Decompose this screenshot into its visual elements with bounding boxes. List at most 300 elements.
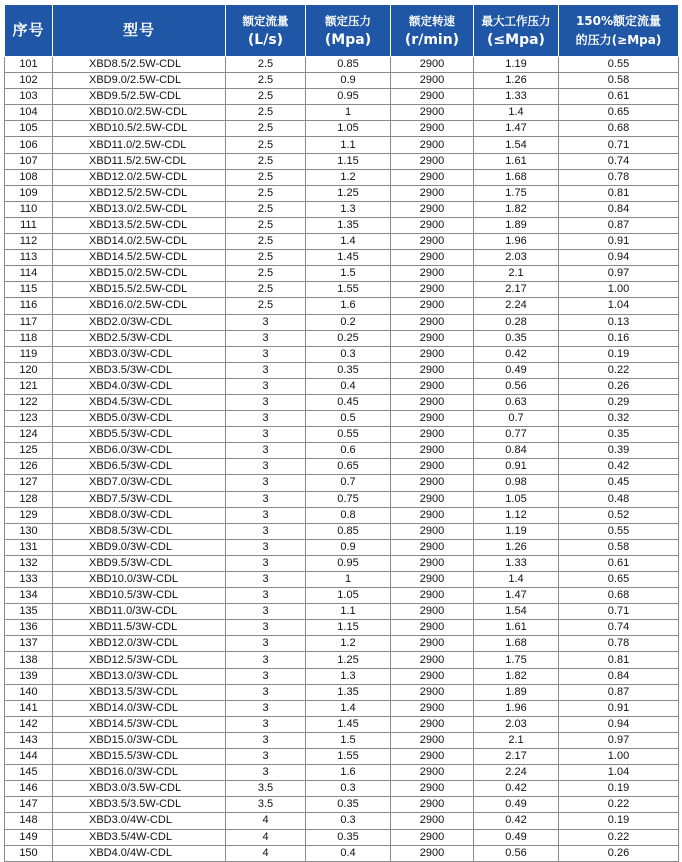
pressure-150-cell: 0.42 — [559, 459, 679, 475]
max-pressure-cell: 2.24 — [474, 298, 559, 314]
max-pressure-cell: 0.42 — [474, 813, 559, 829]
table-row — [5, 716, 679, 732]
pressure-150-cell: 0.65 — [559, 105, 679, 121]
max-pressure-cell: 1.75 — [474, 652, 559, 668]
pressure-150-cell: 0.39 — [559, 443, 679, 459]
table-row — [5, 282, 679, 298]
flow-cell: 3 — [226, 765, 306, 781]
pressure-150-cell: 0.22 — [559, 797, 679, 813]
pressure-cell: 1.1 — [306, 137, 391, 153]
speed-cell: 2900 — [391, 491, 474, 507]
max-pressure-cell: 2.17 — [474, 282, 559, 298]
flow-cell: 2.5 — [226, 217, 306, 233]
table-row — [5, 411, 679, 427]
flow-cell: 2.5 — [226, 250, 306, 266]
pressure-cell: 1.6 — [306, 298, 391, 314]
table-row — [5, 732, 679, 748]
table-row — [5, 266, 679, 282]
seq-cell: 129 — [5, 507, 53, 523]
model-cell: XBD6.0/3W-CDL — [53, 443, 226, 459]
model-cell: XBD14.0/2.5W-CDL — [53, 234, 226, 250]
max-pressure-cell: 2.1 — [474, 266, 559, 282]
pressure-150-cell: 0.16 — [559, 330, 679, 346]
max-pressure-cell: 2.1 — [474, 732, 559, 748]
seq-cell: 106 — [5, 137, 53, 153]
header-rated-speed-label: 额定转速 — [409, 13, 455, 28]
header-150-pressure-label: 150%额定流量 — [575, 13, 662, 28]
pressure-150-cell: 0.81 — [559, 652, 679, 668]
pressure-150-cell: 0.61 — [559, 89, 679, 105]
table-row — [5, 845, 679, 861]
max-pressure-cell: 0.63 — [474, 394, 559, 410]
table-row — [5, 797, 679, 813]
model-cell: XBD11.0/2.5W-CDL — [53, 137, 226, 153]
header-max-pressure-label: 最大工作压力 — [481, 13, 551, 28]
pressure-cell: 1.4 — [306, 234, 391, 250]
pressure-cell: 1.25 — [306, 185, 391, 201]
seq-cell: 141 — [5, 700, 53, 716]
header-rated-speed-unit: (r/min) — [404, 31, 460, 48]
flow-cell: 2.5 — [226, 298, 306, 314]
flow-cell: 3 — [226, 507, 306, 523]
flow-cell: 3 — [226, 555, 306, 571]
model-cell: XBD14.5/2.5W-CDL — [53, 250, 226, 266]
pressure-cell: 0.45 — [306, 394, 391, 410]
speed-cell: 2900 — [391, 169, 474, 185]
table-row — [5, 781, 679, 797]
flow-cell: 4 — [226, 813, 306, 829]
table-row — [5, 250, 679, 266]
pressure-150-cell: 0.74 — [559, 153, 679, 169]
seq-cell: 103 — [5, 89, 53, 105]
flow-cell: 2.5 — [226, 121, 306, 137]
flow-cell: 3 — [226, 668, 306, 684]
flow-cell: 3 — [226, 411, 306, 427]
pressure-cell: 1.3 — [306, 668, 391, 684]
max-pressure-cell: 2.17 — [474, 749, 559, 765]
model-cell: XBD2.0/3W-CDL — [53, 314, 226, 330]
pressure-150-cell: 0.84 — [559, 668, 679, 684]
max-pressure-cell: 0.98 — [474, 475, 559, 491]
header-rated-flow-label: 额定流量 — [242, 13, 289, 28]
speed-cell: 2900 — [391, 652, 474, 668]
seq-cell: 108 — [5, 169, 53, 185]
max-pressure-cell: 2.24 — [474, 765, 559, 781]
flow-cell: 3 — [226, 636, 306, 652]
flow-cell: 2.5 — [226, 73, 306, 89]
seq-cell: 102 — [5, 73, 53, 89]
flow-cell: 2.5 — [226, 137, 306, 153]
table-body — [5, 57, 679, 862]
model-cell: XBD16.0/2.5W-CDL — [53, 298, 226, 314]
max-pressure-cell: 1.61 — [474, 153, 559, 169]
pressure-150-cell: 0.26 — [559, 378, 679, 394]
flow-cell: 3 — [226, 700, 306, 716]
seq-cell: 118 — [5, 330, 53, 346]
pressure-150-cell: 0.71 — [559, 137, 679, 153]
flow-cell: 3 — [226, 572, 306, 588]
flow-cell: 3 — [226, 314, 306, 330]
model-cell: XBD6.5/3W-CDL — [53, 459, 226, 475]
pressure-cell: 1.35 — [306, 217, 391, 233]
speed-cell: 2900 — [391, 89, 474, 105]
flow-cell: 3 — [226, 491, 306, 507]
seq-cell: 123 — [5, 411, 53, 427]
pressure-cell: 0.3 — [306, 781, 391, 797]
pressure-cell: 0.6 — [306, 443, 391, 459]
seq-cell: 139 — [5, 668, 53, 684]
seq-cell: 109 — [5, 185, 53, 201]
speed-cell: 2900 — [391, 362, 474, 378]
max-pressure-cell: 2.03 — [474, 716, 559, 732]
pressure-cell: 1.1 — [306, 604, 391, 620]
pressure-150-cell: 0.45 — [559, 475, 679, 491]
table-row — [5, 539, 679, 555]
speed-cell: 2900 — [391, 700, 474, 716]
pressure-150-cell: 0.68 — [559, 588, 679, 604]
pressure-150-cell: 0.19 — [559, 346, 679, 362]
seq-cell: 114 — [5, 266, 53, 282]
pump-spec-table-container — [4, 4, 678, 862]
table-row — [5, 829, 679, 845]
speed-cell: 2900 — [391, 298, 474, 314]
speed-cell: 2900 — [391, 411, 474, 427]
model-cell: XBD3.5/3.5W-CDL — [53, 797, 226, 813]
max-pressure-cell: 1.96 — [474, 700, 559, 716]
pressure-150-cell: 0.78 — [559, 169, 679, 185]
flow-cell: 3 — [226, 588, 306, 604]
table-row — [5, 169, 679, 185]
pressure-150-cell: 0.78 — [559, 636, 679, 652]
table-row — [5, 298, 679, 314]
seq-cell: 138 — [5, 652, 53, 668]
seq-cell: 149 — [5, 829, 53, 845]
model-cell: XBD13.5/3W-CDL — [53, 684, 226, 700]
max-pressure-cell: 1.47 — [474, 588, 559, 604]
flow-cell: 3 — [226, 362, 306, 378]
flow-cell: 2.5 — [226, 266, 306, 282]
table-row — [5, 394, 679, 410]
max-pressure-cell: 0.35 — [474, 330, 559, 346]
speed-cell: 2900 — [391, 330, 474, 346]
table-row — [5, 234, 679, 250]
table-row — [5, 378, 679, 394]
speed-cell: 2900 — [391, 427, 474, 443]
speed-cell: 2900 — [391, 668, 474, 684]
pressure-cell: 0.5 — [306, 411, 391, 427]
speed-cell: 2900 — [391, 797, 474, 813]
model-cell: XBD3.0/4W-CDL — [53, 813, 226, 829]
pressure-150-cell: 0.19 — [559, 781, 679, 797]
table-row — [5, 89, 679, 105]
table-row — [5, 668, 679, 684]
pressure-cell: 0.3 — [306, 813, 391, 829]
seq-cell: 115 — [5, 282, 53, 298]
table-row — [5, 523, 679, 539]
model-cell: XBD4.5/3W-CDL — [53, 394, 226, 410]
pressure-cell: 1.2 — [306, 169, 391, 185]
pressure-cell: 1.05 — [306, 121, 391, 137]
pressure-cell: 1 — [306, 105, 391, 121]
max-pressure-cell: 1.54 — [474, 604, 559, 620]
pressure-cell: 1.45 — [306, 250, 391, 266]
speed-cell: 2900 — [391, 765, 474, 781]
model-cell: XBD14.0/3W-CDL — [53, 700, 226, 716]
seq-cell: 122 — [5, 394, 53, 410]
flow-cell: 2.5 — [226, 57, 306, 73]
pressure-cell: 0.7 — [306, 475, 391, 491]
header-rated-flow-unit: (L/s) — [247, 31, 284, 48]
header-rated-pressure-label: 额定压力 — [325, 13, 371, 28]
model-cell: XBD4.0/3W-CDL — [53, 378, 226, 394]
max-pressure-cell: 0.42 — [474, 346, 559, 362]
pressure-150-cell: 0.94 — [559, 250, 679, 266]
pressure-cell: 1 — [306, 572, 391, 588]
model-cell: XBD8.5/2.5W-CDL — [53, 57, 226, 73]
model-cell: XBD14.5/3W-CDL — [53, 716, 226, 732]
model-cell: XBD13.0/3W-CDL — [53, 668, 226, 684]
max-pressure-cell: 2.03 — [474, 250, 559, 266]
pressure-cell: 0.95 — [306, 89, 391, 105]
max-pressure-cell: 1.26 — [474, 73, 559, 89]
seq-cell: 133 — [5, 572, 53, 588]
max-pressure-cell: 1.47 — [474, 121, 559, 137]
seq-cell: 125 — [5, 443, 53, 459]
model-cell: XBD9.0/2.5W-CDL — [53, 73, 226, 89]
table-row — [5, 459, 679, 475]
max-pressure-cell: 0.28 — [474, 314, 559, 330]
pressure-150-cell: 0.68 — [559, 121, 679, 137]
seq-cell: 136 — [5, 620, 53, 636]
max-pressure-cell: 1.33 — [474, 555, 559, 571]
model-cell: XBD15.0/2.5W-CDL — [53, 266, 226, 282]
table-row — [5, 362, 679, 378]
table-row — [5, 636, 679, 652]
table-row — [5, 57, 679, 73]
pressure-150-cell: 0.61 — [559, 555, 679, 571]
speed-cell: 2900 — [391, 716, 474, 732]
pressure-cell: 0.4 — [306, 378, 391, 394]
pressure-150-cell: 0.94 — [559, 716, 679, 732]
speed-cell: 2900 — [391, 266, 474, 282]
table-row — [5, 427, 679, 443]
pressure-cell: 1.55 — [306, 282, 391, 298]
pressure-150-cell: 0.35 — [559, 427, 679, 443]
speed-cell: 2900 — [391, 732, 474, 748]
flow-cell: 2.5 — [226, 89, 306, 105]
seq-cell: 145 — [5, 765, 53, 781]
seq-cell: 142 — [5, 716, 53, 732]
speed-cell: 2900 — [391, 523, 474, 539]
model-cell: XBD9.5/3W-CDL — [53, 555, 226, 571]
pressure-150-cell: 0.91 — [559, 700, 679, 716]
model-cell: XBD12.5/2.5W-CDL — [53, 185, 226, 201]
pressure-150-cell: 0.84 — [559, 201, 679, 217]
model-cell: XBD10.0/3W-CDL — [53, 572, 226, 588]
model-cell: XBD9.5/2.5W-CDL — [53, 89, 226, 105]
model-cell: XBD13.5/2.5W-CDL — [53, 217, 226, 233]
pressure-cell: 0.85 — [306, 523, 391, 539]
speed-cell: 2900 — [391, 346, 474, 362]
pressure-150-cell: 0.87 — [559, 684, 679, 700]
pressure-cell: 1.15 — [306, 620, 391, 636]
max-pressure-cell: 1.33 — [474, 89, 559, 105]
speed-cell: 2900 — [391, 507, 474, 523]
speed-cell: 2900 — [391, 845, 474, 861]
flow-cell: 3 — [226, 394, 306, 410]
header-row — [5, 5, 679, 57]
table-row — [5, 700, 679, 716]
speed-cell: 2900 — [391, 105, 474, 121]
pressure-cell: 1.2 — [306, 636, 391, 652]
header-150-pressure-unit: 的压力(≥Mpa) — [575, 32, 662, 47]
model-cell: XBD12.0/2.5W-CDL — [53, 169, 226, 185]
table-row — [5, 588, 679, 604]
seq-cell: 135 — [5, 604, 53, 620]
pressure-cell: 0.25 — [306, 330, 391, 346]
flow-cell: 3 — [226, 378, 306, 394]
table-row — [5, 749, 679, 765]
table-row — [5, 813, 679, 829]
max-pressure-cell: 1.96 — [474, 234, 559, 250]
speed-cell: 2900 — [391, 57, 474, 73]
table-row — [5, 652, 679, 668]
flow-cell: 3 — [226, 749, 306, 765]
model-cell: XBD5.5/3W-CDL — [53, 427, 226, 443]
pressure-150-cell: 0.19 — [559, 813, 679, 829]
pressure-150-cell: 0.22 — [559, 829, 679, 845]
seq-cell: 113 — [5, 250, 53, 266]
model-cell: XBD11.5/2.5W-CDL — [53, 153, 226, 169]
table-row — [5, 105, 679, 121]
model-cell: XBD15.0/3W-CDL — [53, 732, 226, 748]
max-pressure-cell: 1.82 — [474, 201, 559, 217]
speed-cell: 2900 — [391, 620, 474, 636]
speed-cell: 2900 — [391, 185, 474, 201]
flow-cell: 3 — [226, 346, 306, 362]
pressure-cell: 1.35 — [306, 684, 391, 700]
seq-cell: 117 — [5, 314, 53, 330]
table-row — [5, 314, 679, 330]
speed-cell: 2900 — [391, 234, 474, 250]
max-pressure-cell: 0.56 — [474, 378, 559, 394]
flow-cell: 2.5 — [226, 169, 306, 185]
flow-cell: 2.5 — [226, 201, 306, 217]
speed-cell: 2900 — [391, 459, 474, 475]
max-pressure-cell: 1.61 — [474, 620, 559, 636]
table-row — [5, 217, 679, 233]
pressure-cell: 0.35 — [306, 797, 391, 813]
speed-cell: 2900 — [391, 588, 474, 604]
pressure-cell: 0.4 — [306, 845, 391, 861]
seq-cell: 116 — [5, 298, 53, 314]
pressure-150-cell: 0.48 — [559, 491, 679, 507]
seq-cell: 119 — [5, 346, 53, 362]
pressure-cell: 0.8 — [306, 507, 391, 523]
flow-cell: 4 — [226, 829, 306, 845]
flow-cell: 3.5 — [226, 781, 306, 797]
pressure-150-cell: 0.55 — [559, 523, 679, 539]
speed-cell: 2900 — [391, 813, 474, 829]
flow-cell: 2.5 — [226, 105, 306, 121]
model-cell: XBD4.0/4W-CDL — [53, 845, 226, 861]
model-cell: XBD9.0/3W-CDL — [53, 539, 226, 555]
pressure-150-cell: 0.71 — [559, 604, 679, 620]
seq-cell: 101 — [5, 57, 53, 73]
pressure-150-cell: 1.00 — [559, 282, 679, 298]
pressure-cell: 0.35 — [306, 829, 391, 845]
speed-cell: 2900 — [391, 137, 474, 153]
header-seq: 序号 — [5, 5, 53, 57]
pressure-150-cell: 0.26 — [559, 845, 679, 861]
max-pressure-cell: 1.68 — [474, 636, 559, 652]
seq-cell: 132 — [5, 555, 53, 571]
table-row — [5, 765, 679, 781]
pressure-150-cell: 0.58 — [559, 539, 679, 555]
speed-cell: 2900 — [391, 475, 474, 491]
table-row — [5, 443, 679, 459]
header-rated-pressure — [306, 5, 391, 57]
flow-cell: 3 — [226, 523, 306, 539]
seq-cell: 144 — [5, 749, 53, 765]
seq-cell: 148 — [5, 813, 53, 829]
speed-cell: 2900 — [391, 684, 474, 700]
max-pressure-cell: 1.26 — [474, 539, 559, 555]
model-cell: XBD15.5/3W-CDL — [53, 749, 226, 765]
seq-cell: 111 — [5, 217, 53, 233]
flow-cell: 2.5 — [226, 185, 306, 201]
model-cell: XBD10.0/2.5W-CDL — [53, 105, 226, 121]
table-row — [5, 684, 679, 700]
pressure-cell: 0.55 — [306, 427, 391, 443]
seq-cell: 121 — [5, 378, 53, 394]
pressure-150-cell: 0.32 — [559, 411, 679, 427]
max-pressure-cell: 1.82 — [474, 668, 559, 684]
header-rated-speed — [391, 5, 474, 57]
pressure-cell: 1.6 — [306, 765, 391, 781]
pressure-150-cell: 0.55 — [559, 57, 679, 73]
seq-cell: 127 — [5, 475, 53, 491]
table-row — [5, 121, 679, 137]
pressure-cell: 1.15 — [306, 153, 391, 169]
table-row — [5, 491, 679, 507]
header-rated-flow — [226, 5, 306, 57]
max-pressure-cell: 1.12 — [474, 507, 559, 523]
pressure-cell: 1.5 — [306, 266, 391, 282]
seq-cell: 124 — [5, 427, 53, 443]
header-model: 型号 — [53, 5, 226, 57]
model-cell: XBD11.0/3W-CDL — [53, 604, 226, 620]
speed-cell: 2900 — [391, 572, 474, 588]
header-max-pressure — [474, 5, 559, 57]
pressure-150-cell: 0.58 — [559, 73, 679, 89]
max-pressure-cell: 1.4 — [474, 572, 559, 588]
max-pressure-cell: 0.56 — [474, 845, 559, 861]
flow-cell: 2.5 — [226, 282, 306, 298]
table-row — [5, 137, 679, 153]
model-cell: XBD3.0/3.5W-CDL — [53, 781, 226, 797]
seq-cell: 104 — [5, 105, 53, 121]
table-row — [5, 201, 679, 217]
speed-cell: 2900 — [391, 201, 474, 217]
model-cell: XBD12.5/3W-CDL — [53, 652, 226, 668]
speed-cell: 2900 — [391, 314, 474, 330]
pressure-150-cell: 0.87 — [559, 217, 679, 233]
pressure-cell: 1.05 — [306, 588, 391, 604]
table-row — [5, 185, 679, 201]
speed-cell: 2900 — [391, 555, 474, 571]
pressure-150-cell: 0.97 — [559, 732, 679, 748]
